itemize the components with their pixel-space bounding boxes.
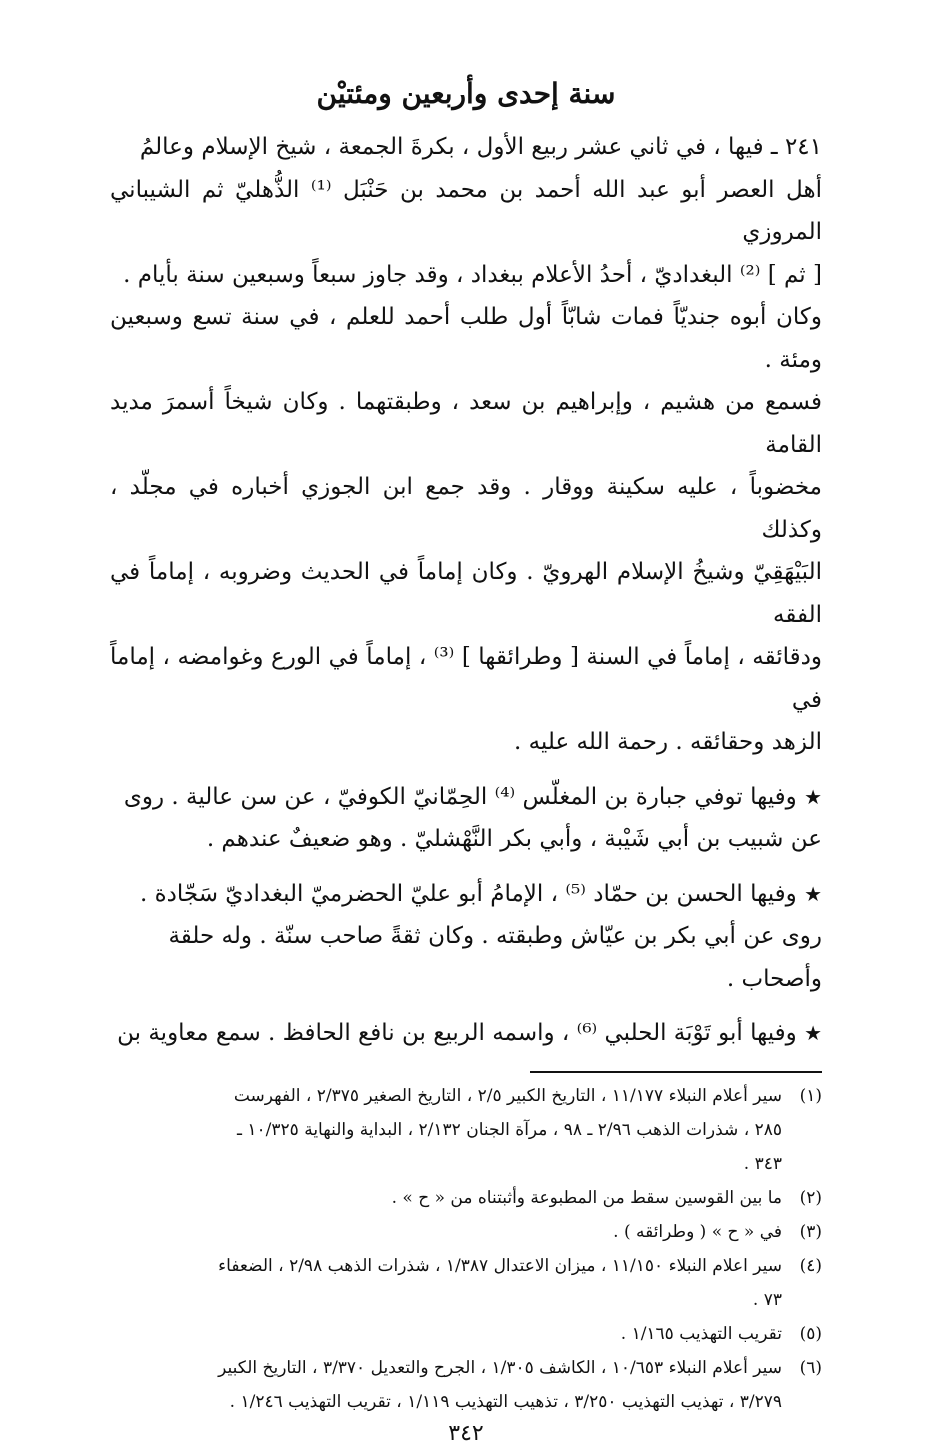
entry-abu-tawba (110, 1012, 822, 1055)
text-line: ودقائقه ، إماماً في السنة [ وطرائقها ] ⁽³⁾ ، إماماً في الورع وغوامضه ، إماماً في (110, 644, 822, 713)
footnote-text (110, 1317, 782, 1351)
text-line: وفيها توفي جبارة بن المغلّس ⁽⁴⁾ الحِمّانيّ الكوفيّ ، عن سن عالية . روى (123, 783, 797, 810)
text-line: وكان أبوه جنديّاً فمات شابّاً أول طلب أحمد للعلم ، في سنة تسع وسبعين ومئة . (110, 304, 822, 373)
entry-jubara (110, 776, 822, 861)
footnote-item (110, 1317, 822, 1351)
footnote-number: (٦) (799, 1357, 822, 1378)
star-icon: ★ (804, 784, 822, 809)
footnote-divider (530, 1071, 822, 1073)
footnote-number: (٤) (799, 1255, 822, 1276)
text-line: وأصحاب . (726, 965, 822, 992)
footnote-line: سير اعلام النبلاء ١١/١٥٠ ، ميزان الاعتدال ١/٣٨٧ ، شذرات الذهب ٢/٩٨ ، الضعفاء (218, 1255, 782, 1276)
footnote-item (110, 1079, 822, 1181)
footnote-line: سير أعلام النبلاء ١١/١٧٧ ، التاريخ الكبير ٢/٥ ، التاريخ الصغير ٢/٣٧٥ ، الفهرست (233, 1085, 782, 1106)
footnote-text (110, 1215, 782, 1249)
text-line: البَيْهَقِيّ وشيخُ الإسلام الهرويّ . وكان إماماً في الحديث وضروبه ، إماماً في الفقه (110, 559, 822, 628)
text-line: وفيها أبو تَوْبَة الحلبي ⁽⁶⁾ ، واسمه الربيع بن نافع الحافظ . سمع معاوية بن (117, 1020, 797, 1046)
footnote-line: في « ح » ( وطرائقه ) . (613, 1221, 782, 1242)
text-line: الزهد وحقائقه . رحمة الله عليه . (513, 729, 822, 755)
text-line: أهل العصر أبو عبد الله أحمد بن محمد بن حَنْبَل ⁽¹⁾ الذُّهليّ ثم الشيباني المروزي (110, 176, 822, 245)
text-line: [ ثم ] ⁽²⁾ البغداديّ ، أحدُ الأعلام ببغداد ، وقد جاوز سبعاً وسبعين سنة بأيام . (123, 261, 822, 288)
footnote-number: (٢) (799, 1187, 822, 1208)
footnote-item (110, 1351, 822, 1419)
footnote-line: ٧٣ . (752, 1289, 782, 1310)
main-text (110, 126, 822, 1055)
footnote-number: (٣) (799, 1221, 822, 1242)
star-icon: ★ (804, 1021, 822, 1045)
text-line: روى عن أبي بكر بن عيّاش وطبقته . وكان ثقةً صاحب سنّة . وله حلقة (168, 923, 822, 949)
text-line: مخضوباً ، عليه سكينة ووقار . وقد جمع ابن الجوزي أخباره في مجلّد ، وكذلك (110, 474, 822, 543)
footnote-line: سير أعلام النبلاء ١٠/٦٥٣ ، الكاشف ١/٣٠٥ ، الجرح والتعديل ٣/٣٧٠ ، التاريخ الكبير (218, 1357, 782, 1378)
page-number: ٣٤٢ (448, 1420, 484, 1446)
footnote-item (110, 1215, 822, 1249)
footnote-line: تقريب التهذيب ١/١٦٥ . (620, 1323, 782, 1344)
text-line: ٢٤١ ـ فيها ، في ثاني عشر ربيع الأول ، بكرةَ الجمعة ، شيخ الإسلام وعالمُ (139, 134, 822, 160)
footnote-text (110, 1249, 782, 1317)
footnote-text (110, 1351, 782, 1419)
book-page (110, 70, 822, 1446)
footnote-text (110, 1181, 782, 1215)
footnote-line: ما بين القوسين سقط من المطبوعة وأثبتناه من « ح » . (391, 1187, 782, 1208)
footnote-item (110, 1249, 822, 1317)
footnote-number: (٥) (799, 1323, 822, 1344)
star-icon: ★ (804, 881, 822, 906)
footnote-number: (١) (799, 1085, 822, 1106)
text-line: وفيها الحسن بن حمّاد ⁽⁵⁾ ، الإمامُ أبو عليّ الحضرميّ البغداديّ سَجّادة . (139, 880, 797, 907)
footnote-item (110, 1181, 822, 1215)
entry-hasan (110, 873, 822, 1001)
entry-241 (110, 126, 822, 764)
page-title: سنة إحدى وأربعين ومئتيْن (316, 77, 616, 110)
text-line: فسمع من هشيم ، وإبراهيم بن سعد ، وطبقتهما . وكان شيخاً أسمرَ مديد القامة (110, 389, 822, 458)
text-line: عن شبيب بن أبي شَيْبة ، وأبي بكر النَّهْشليّ . وهو ضعيفٌ عندهم . (206, 826, 822, 852)
footnote-line: ٣٤٣ . (743, 1153, 782, 1174)
footnote-line: ٣/٢٧٩ ، تهذيب التهذيب ٣/٢٥٠ ، تذهيب التهذيب ١/١١٩ ، تقريب التهذيب ١/٢٤٦ . (229, 1391, 782, 1412)
footnotes (110, 1079, 822, 1419)
footnote-line: ٢٨٥ ، شذرات الذهب ٢/٩٦ ـ ٩٨ ، مرآة الجنان ٢/١٣٢ ، البداية والنهاية ١٠/٣٢٥ ـ (237, 1119, 782, 1140)
footnote-text (110, 1079, 782, 1181)
